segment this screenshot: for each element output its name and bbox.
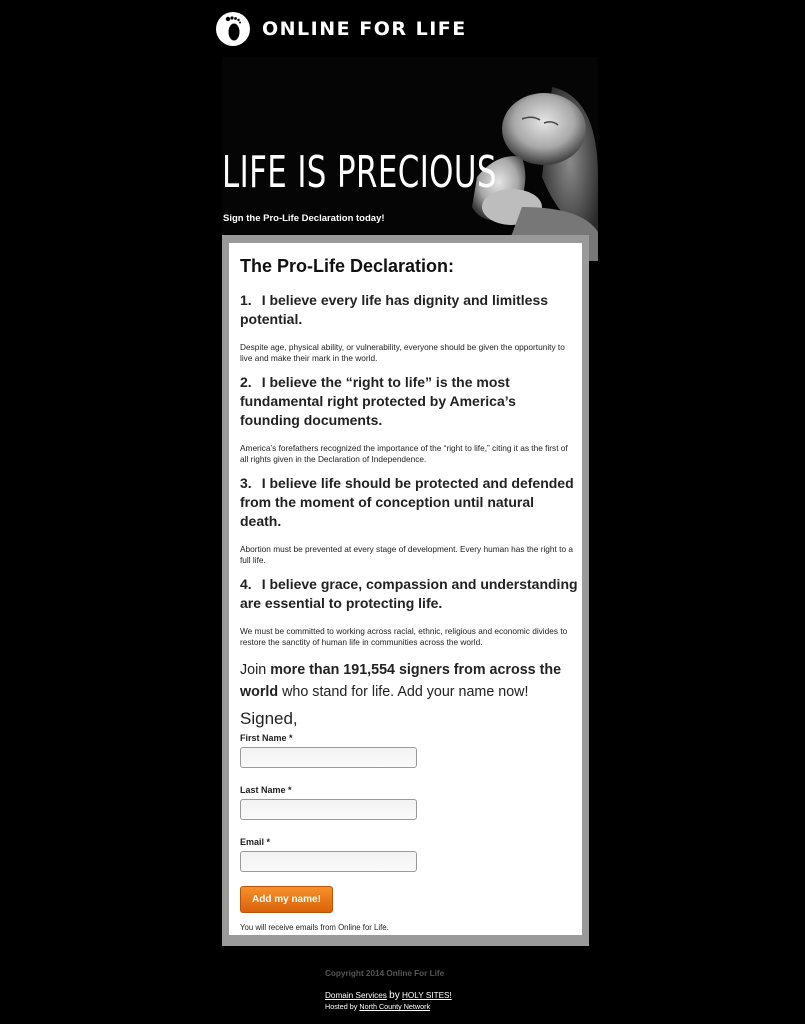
declaration-title: The Pro-Life Declaration: (240, 256, 455, 276)
declaration-item (240, 575, 578, 647)
logo-text: ONLINE FOR LIFE (262, 18, 467, 40)
last-name-field[interactable] (240, 799, 417, 820)
declaration-card (229, 243, 582, 935)
declaration-item (240, 291, 578, 363)
hero-subtitle: Sign the Pro-Life Declaration today! (223, 213, 385, 224)
email-notice: You will receive emails from Online for Life. (240, 923, 389, 932)
declaration-item-body: Despite age, physical ability, or vulnerability, everyone should be given the opportunity to live and make their mark in the world. (240, 342, 565, 363)
last-name-label: Last Name * (240, 785, 292, 795)
hosted-by-text: Hosted by (325, 1002, 358, 1011)
footprint-icon (216, 12, 250, 46)
declaration-item-heading: 2. I believe the “right to life” is the most fundamental right protected by America’s founding documents. (240, 374, 516, 428)
declaration-item-body: Abortion must be prevented at every stage of development. Every human has the right to a full life. (240, 544, 573, 565)
declaration-item (240, 373, 578, 464)
email-label: Email * (240, 837, 271, 847)
join-message: Join more than 191,554 signers from across the world who stand for life. Add your name now! (240, 662, 562, 700)
declaration-item-heading: 1. I believe every life has dignity and limitless potential. (240, 292, 549, 327)
declaration-item-heading: 3. I believe life should be protected and defended from the moment of conception until natural death. (240, 475, 574, 529)
email-field[interactable] (240, 851, 417, 872)
domain-services-link[interactable]: Domain Services (325, 991, 387, 1000)
footer-hosting (325, 1002, 452, 1011)
copyright-text: Copyright 2014 Online For Life (325, 969, 445, 978)
first-name-field[interactable] (240, 747, 417, 768)
holy-sites-link[interactable]: HOLY SITES! (402, 991, 452, 1000)
hero-title: LIFE IS PRECIOUS (222, 147, 497, 198)
footer (325, 969, 452, 1011)
north-county-network-link[interactable]: North County Network (359, 1002, 431, 1011)
add-my-name-button[interactable]: Add my name! (240, 886, 333, 913)
declaration-item-heading: 4. I believe grace, compassion and understanding are essential to protecting life. (240, 576, 578, 611)
signed-label: Signed, (240, 709, 298, 728)
declaration-item-body: America’s forefathers recognized the importance of the “right to life,” citing it as the first of all rights given in the Declaration of Independence. (240, 443, 568, 464)
hero-banner (222, 57, 598, 261)
by-text: by (389, 990, 400, 1001)
first-name-label: First Name * (240, 733, 293, 743)
site-logo[interactable] (216, 12, 467, 46)
footer-credits (325, 990, 452, 1001)
declaration-item (240, 474, 578, 565)
declaration-item-body: We must be committed to working across racial, ethnic, religious and economic divides to restore the sanctity of human life in communities across the world. (240, 626, 568, 647)
